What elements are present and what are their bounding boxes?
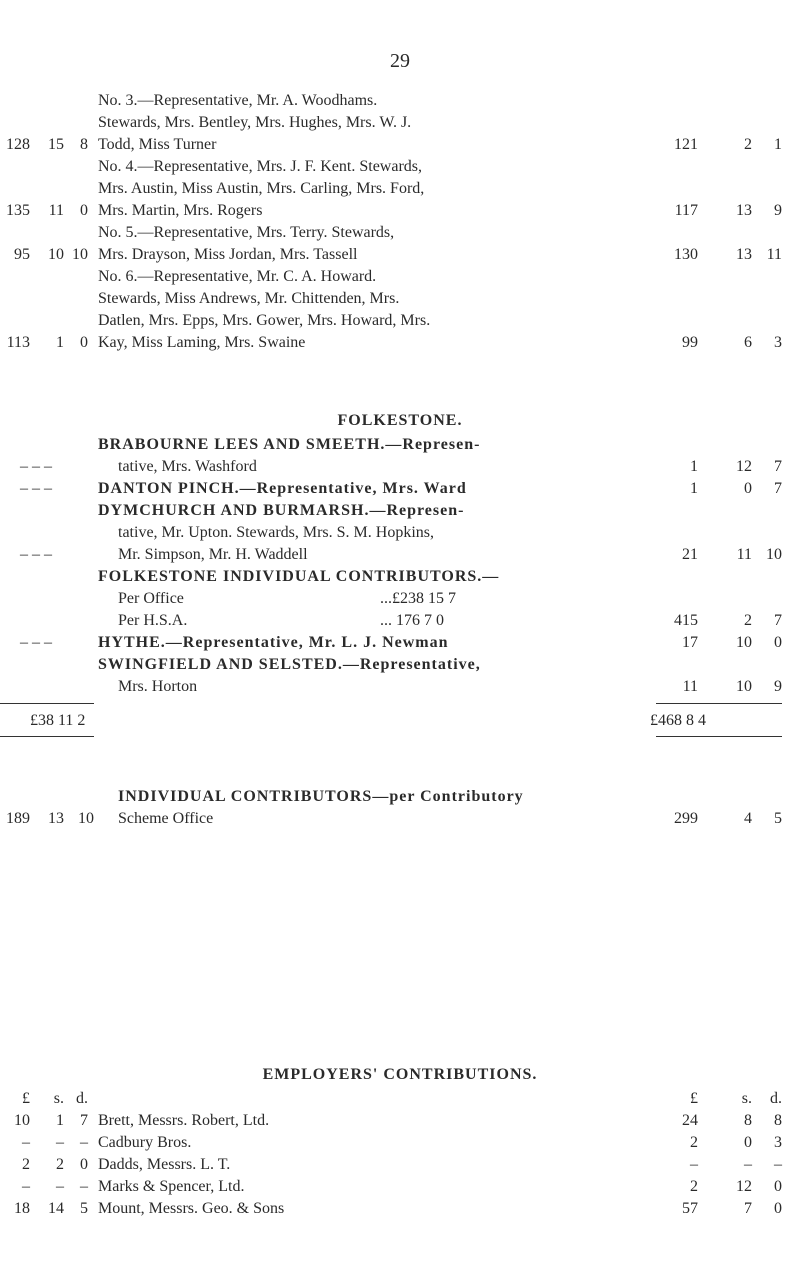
text-line: INDIVIDUAL CONTRIBUTORS—per Contributory <box>118 788 524 805</box>
text-line: DYMCHURCH AND BURMARSH.—Represen- <box>98 502 465 519</box>
table-row: Per H.S.A. ... 176 7 0 415 2 7 <box>118 612 782 629</box>
table-row: 18 14 5 Mount, Messrs. Geo. & Sons 57 7 0 <box>14 1200 782 1217</box>
text-line: No. 4.—Representative, Mrs. J. F. Kent. Stewards, <box>98 158 423 175</box>
table-row: 128 15 8 Todd, Miss Turner 121 2 1 <box>6 136 782 153</box>
table-row: Mrs. Horton 11 10 9 <box>118 678 782 695</box>
text-line: No. 3.—Representative, Mr. A. Woodhams. <box>98 92 378 109</box>
divider <box>656 736 782 737</box>
text-line: BRABOURNE LEES AND SMEETH.—Represen- <box>98 436 481 453</box>
text-line: Stewards, Mrs. Bentley, Mrs. Hughes, Mrs. W. J. <box>98 114 412 131</box>
text-line: Stewards, Miss Andrews, Mr. Chittenden, Mrs. <box>98 290 400 307</box>
table-row: Per Office ...£238 15 7 <box>118 590 456 607</box>
section-heading: FOLKESTONE. <box>337 412 463 429</box>
text-line: FOLKESTONE INDIVIDUAL CONTRIBUTORS.— <box>98 568 500 585</box>
divider <box>0 703 94 704</box>
text-line: No. 6.—Representative, Mr. C. A. Howard. <box>98 268 377 285</box>
divider <box>656 703 782 704</box>
text-line: No. 5.—Representative, Mrs. Terry. Stewards, <box>98 224 395 241</box>
page-number: 29 <box>390 50 410 72</box>
table-row: – – – Mr. Simpson, Mr. H. Waddell 21 11 10 <box>20 546 782 563</box>
total-row: £38 11 2 £468 8 4 <box>30 712 706 729</box>
table-row: – – – Cadbury Bros. 2 0 3 <box>22 1134 782 1151</box>
column-headers: £ s. d. £ s. d. <box>22 1090 782 1107</box>
section-heading: EMPLOYERS' CONTRIBUTIONS. <box>262 1066 538 1083</box>
table-row: – – – HYTHE.—Representative, Mr. L. J. Newman 17 10 0 <box>20 634 782 651</box>
text-line: SWINGFIELD AND SELSTED.—Representative, <box>98 656 481 673</box>
table-row: – – – DANTON PINCH.—Representative, Mrs. Ward 1 0 7 <box>20 480 782 497</box>
text-line: tative, Mr. Upton. Stewards, Mrs. S. M. Hopkins, <box>118 524 434 541</box>
table-row: 113 1 0 Kay, Miss Laming, Mrs. Swaine 99 6 3 <box>6 334 782 351</box>
table-row: 135 11 0 Mrs. Martin, Mrs. Rogers 117 13 9 <box>6 202 782 219</box>
table-row: – – – Marks & Spencer, Ltd. 2 12 0 <box>22 1178 782 1195</box>
text-line: Datlen, Mrs. Epps, Mrs. Gower, Mrs. Howard, Mrs. <box>98 312 431 329</box>
divider <box>0 736 94 737</box>
text-line: Mrs. Austin, Miss Austin, Mrs. Carling, Mrs. Ford, <box>98 180 425 197</box>
table-row: 10 1 7 Brett, Messrs. Robert, Ltd. 24 8 8 <box>14 1112 782 1129</box>
table-row: 2 2 0 Dadds, Messrs. L. T. – – – <box>22 1156 782 1173</box>
table-row: 95 10 10 Mrs. Drayson, Miss Jordan, Mrs. Tassell 130 13 11 <box>14 246 782 263</box>
table-row: – – – tative, Mrs. Washford 1 12 7 <box>20 458 782 475</box>
table-row: 189 13 10 Scheme Office 299 4 5 <box>6 810 782 827</box>
